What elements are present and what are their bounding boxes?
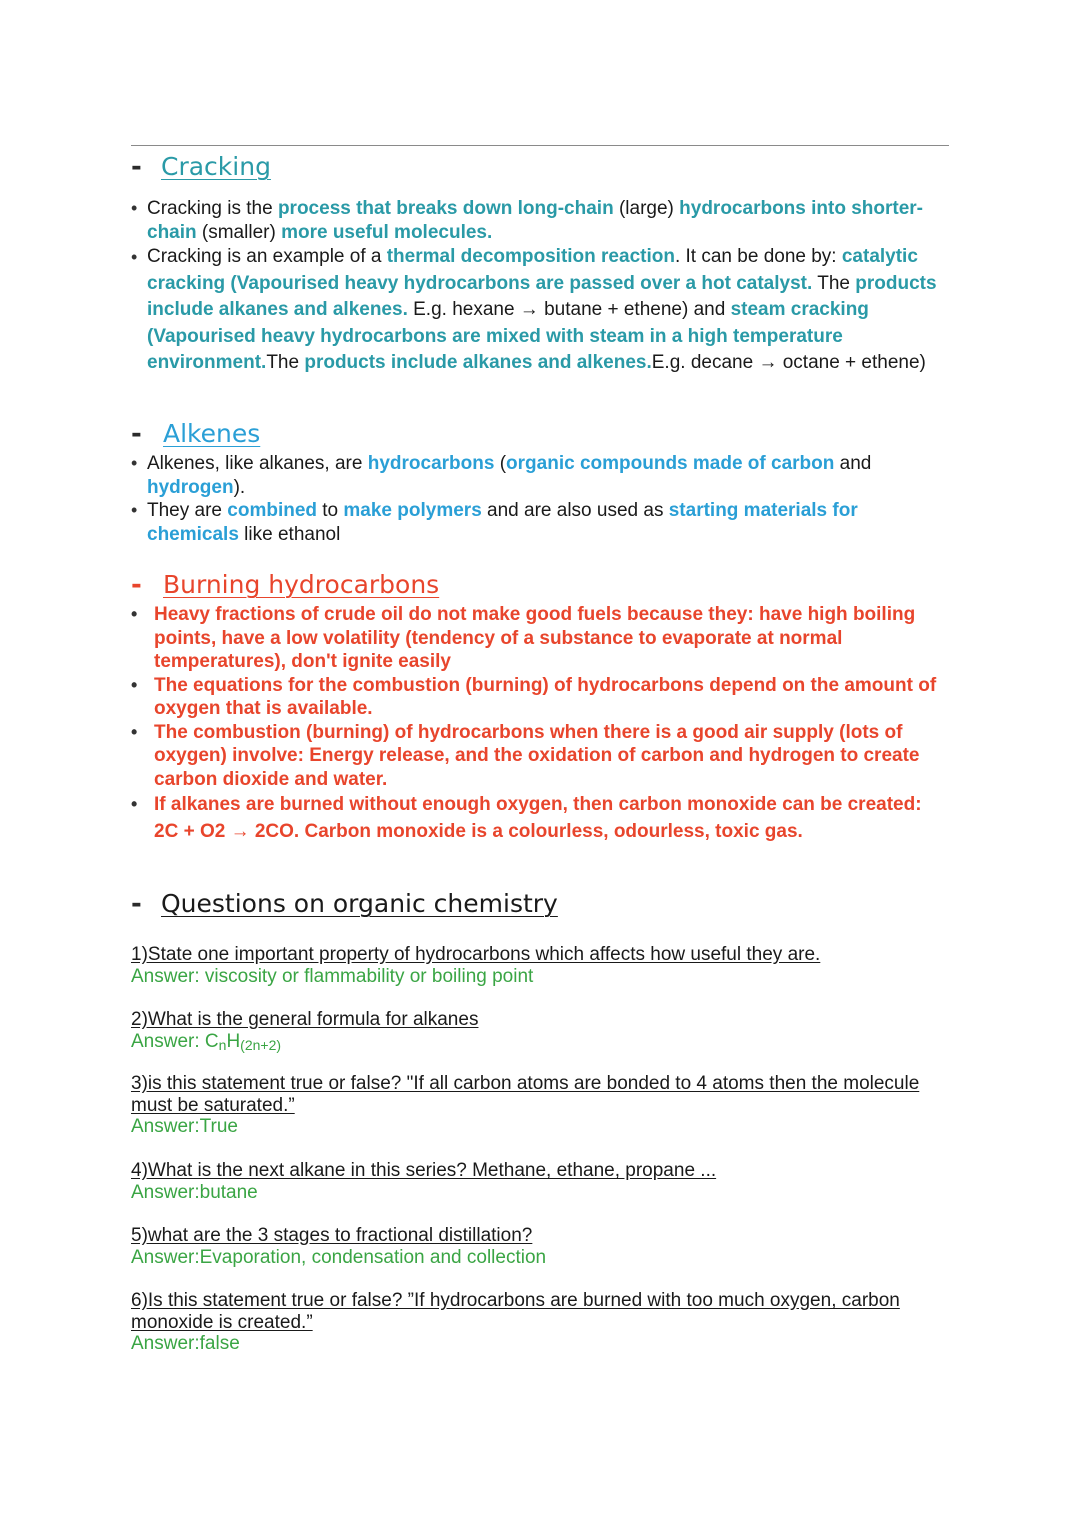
question-text: 2)What is the general formula for alkanes xyxy=(131,1009,479,1030)
heading-dash: - xyxy=(131,889,142,919)
heading-dash: - xyxy=(131,152,142,182)
burning-bullets xyxy=(131,603,951,845)
question-text: 6)Is this statement true or false? ”If hydrocarbons are burned with too much oxygen, carbon monoxide is created.” xyxy=(131,1290,900,1333)
question-5 xyxy=(131,1225,951,1268)
cracking-heading xyxy=(131,152,271,182)
answer-text: Answer:butane xyxy=(131,1181,258,1203)
burning-bullet-1: • Heavy fractions of crude oil do not make good fuels because they: have high boiling points, have a low volatility (tendency of a substance to evaporate at normal temperatures), don't ignite easily xyxy=(131,603,951,674)
cracking-bullet-2: • Cracking is an example of a thermal decomposition reaction. It can be done by: catalytic cracking (Vapourised heavy hydrocarbons are passed over a hot catalyst. The products include alkanes and alkenes. E.g. hexane → butane + ethene) and steam cracking (Vapourised heavy hydrocarbons are mixed with steam in a high temperature environment.The products include alkanes and alkenes.E.g. decane → octane + ethene) xyxy=(131,244,951,377)
questions-heading xyxy=(131,889,558,919)
burning-heading xyxy=(131,570,439,600)
answer-text: Answer:false xyxy=(131,1333,240,1354)
question-2 xyxy=(131,1009,951,1056)
answer-text: Answer: viscosity or flammability or boiling point xyxy=(131,965,534,987)
answer-text: Answer:Evaporation, condensation and collection xyxy=(131,1246,547,1268)
burning-bullet-2: • The equations for the combustion (burning) of hydrocarbons depend on the amount of oxygen that is available. xyxy=(131,674,951,721)
question-1 xyxy=(131,944,951,987)
question-text: 3)is this statement true or false? "If all carbon atoms are bonded to 4 atoms then the molecule must be saturated.” xyxy=(131,1073,920,1116)
cracking-title: Cracking xyxy=(161,152,271,181)
heading-dash: - xyxy=(131,419,142,449)
alkenes-title: Alkenes xyxy=(163,419,261,448)
burning-bullet-3: • The combustion (burning) of hydrocarbons when there is a good air supply (lots of oxygen) involve: Energy release, and the oxidation of carbon and hydrogen to create carbon dioxide and water. xyxy=(131,721,951,792)
burning-bullet-4: • If alkanes are burned without enough oxygen, then carbon monoxide can be created: 2C + O2 → 2CO. Carbon monoxide is a colourless, odourless, toxic gas. xyxy=(131,791,951,845)
questions-title: Questions on organic chemistry xyxy=(161,889,558,918)
alkenes-bullet-2: • They are combined to make polymers and are also used as starting materials for chemicals like ethanol xyxy=(131,499,951,546)
heading-dash: - xyxy=(131,570,142,600)
alkenes-bullet-1: • Alkenes, like alkanes, are hydrocarbons (organic compounds made of carbon and hydrogen). xyxy=(131,452,951,499)
answer-text: Answer: $C_nH_{(2n+2)}$ xyxy=(131,1030,282,1053)
alkenes-bullets xyxy=(131,452,951,546)
cracking-bullets xyxy=(131,197,951,377)
question-3 xyxy=(131,1073,951,1138)
question-text: 1)State one important property of hydrocarbons which affects how useful they are. xyxy=(131,944,821,965)
question-text: 4)What is the next alkane in this series? Methane, ethane, propane ... xyxy=(131,1160,717,1181)
top-divider xyxy=(131,145,949,146)
question-6 xyxy=(131,1290,951,1355)
question-text: 5)what are the 3 stages to fractional distillation? xyxy=(131,1225,533,1246)
answer-text: Answer:True xyxy=(131,1116,238,1137)
burning-title: Burning hydrocarbons xyxy=(163,570,440,599)
question-4 xyxy=(131,1160,951,1203)
cracking-bullet-1: • Cracking is the process that breaks down long-chain (large) hydrocarbons into shorter-chain (smaller) more useful molecules. xyxy=(131,197,951,244)
alkenes-heading xyxy=(131,419,260,449)
